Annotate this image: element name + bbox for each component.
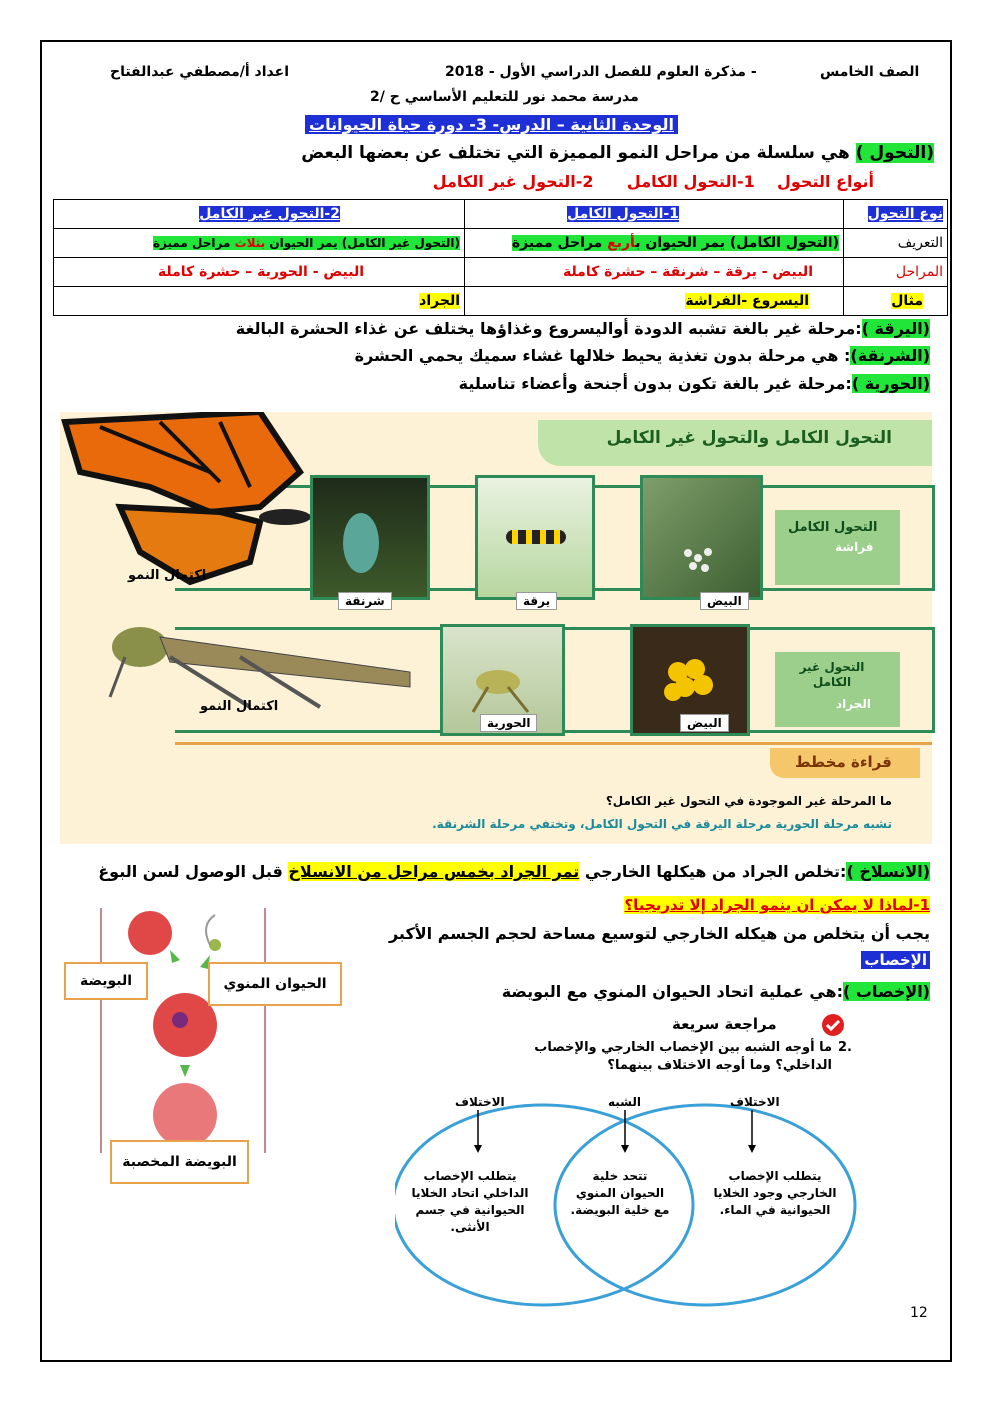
- fertilization-term: (الإخصاب ): [843, 982, 930, 1001]
- molting-answer: يجب أن يتخلص من هيكله الخارجي لتوسيع مساحة لحجم الجسم الأكبر: [388, 924, 930, 943]
- col1-header: 1-التحول الكامل: [567, 206, 679, 222]
- col2-header: 2-التحول غير الكامل: [199, 206, 340, 222]
- header-school: مدرسة محمد نور للتعليم الأساسي ح /2: [370, 89, 639, 105]
- molting-text-em: تمر الجراد بخمس مراحل من الانسلاخ: [288, 862, 580, 881]
- complete-sub: فراشة: [835, 540, 874, 554]
- reading-answer: تشبه مرحلة الحورية مرحلة اليرقة في التحول الكامل، وتختفي مرحلة الشرنقة.: [432, 817, 892, 831]
- chrysalis-icon: [313, 478, 427, 597]
- definition-text: هي سلسلة من مراحل النمو المميزة التي تختلف عن بعضها البعض: [301, 143, 850, 163]
- def-label: التعريف: [844, 229, 948, 258]
- fertilization-heading: الإخصاب: [861, 951, 930, 969]
- types-line: [433, 172, 874, 191]
- metamorphosis-figure: [60, 412, 932, 844]
- caterpillar-icon: [478, 478, 592, 597]
- term-nymph: [459, 374, 930, 393]
- def-incomplete-post: مراحل مميزة: [152, 236, 235, 250]
- lesson-title: الوحدة الثانية – الدرس- 3- دورة حياة الحيوانات: [305, 115, 678, 134]
- larva-label: يرقة: [516, 592, 557, 610]
- stages-label: المراحل: [844, 258, 948, 287]
- term-pupa-text: : هي مرحلة بدون تغذية يحيط خلالها غشاء سميك يحمي الحشرة: [354, 346, 851, 365]
- butterfly-image: [60, 412, 310, 592]
- nymph-label: الحورية: [480, 714, 537, 732]
- fertilization-text: :هي عملية اتحاد الحيوان المنوي مع البويضة: [501, 982, 844, 1001]
- review-question-1: ما أوجه الشبه بين الإخصاب الخارجي والإخصاب: [534, 1040, 832, 1055]
- table-cell: [844, 287, 948, 316]
- sperm-label: الحيوان المنوي: [208, 962, 342, 1006]
- definition-term: (التحول ): [855, 143, 934, 163]
- figure-title: التحول الكامل والتحول غير الكامل: [606, 428, 892, 448]
- table-row: [54, 287, 948, 316]
- def-incomplete-em: بثلاث: [234, 236, 266, 250]
- term-pupa: [355, 346, 930, 365]
- molting-text-post: قبل الوصول لسن البوغ: [98, 862, 289, 881]
- types-label: أنواع التحول: [777, 172, 874, 191]
- example-incomplete: الجراد: [419, 293, 460, 309]
- venn-left-text: يتطلب الإخصاب الداخلي اتحاد الخلايا الحيوانية في جسم الأنثى.: [411, 1169, 529, 1234]
- butterfly-growth-label: اكتمال النمو: [128, 568, 207, 583]
- def-complete-em: أربع: [607, 235, 636, 251]
- review-title: مراجعة سريعة: [672, 1015, 777, 1033]
- types-incomplete: 2-التحول غير الكامل: [432, 172, 594, 191]
- venn-similar: الشبه: [608, 1095, 642, 1109]
- comparison-table: [53, 199, 948, 316]
- def-complete-pre: (التحول الكامل) يمر الحيوان ب: [635, 235, 839, 251]
- table-cell: [54, 229, 465, 258]
- stages-complete: البيض - يرقة – شرنقة – حشرة كاملة: [465, 258, 844, 287]
- def-complete-post: مراحل مميزة: [511, 235, 608, 251]
- venn-middle-text: تتحد خلية الحيوان المنوي مع خلية البويضة.: [570, 1169, 670, 1217]
- header-grade: الصف الخامس: [820, 64, 920, 80]
- locust-growth-label: اكتمال النمو: [200, 699, 279, 714]
- header-title: - مذكرة العلوم للفصل الدراسي الأول - 2018: [445, 64, 757, 80]
- term-larva: [236, 319, 930, 338]
- table-row: [54, 258, 948, 287]
- table-cell: [465, 229, 844, 258]
- term-larva-text: :مرحلة غير بالغة تشبه الدودة أواليسروع وغذاؤها يختلف عن غذاء الحشرة البالغة: [235, 319, 862, 338]
- reading-title: قراءة مخطط: [795, 753, 892, 771]
- table-cell: [54, 287, 465, 316]
- check-icon: [821, 1013, 845, 1037]
- term-pupa-label: (الشرنقة): [850, 346, 930, 365]
- page-number: 12: [910, 1305, 928, 1321]
- review-number: 2.: [838, 1040, 852, 1055]
- pupa-label: شرنقة: [338, 592, 392, 610]
- pupa-photo: [310, 475, 430, 600]
- incomplete-label: التحول غير الكامل: [799, 660, 865, 689]
- eggs-label: البيض: [700, 592, 749, 610]
- table-row: [54, 229, 948, 258]
- fertilization-drawing: [110, 905, 260, 1150]
- eggs-photo: [640, 475, 763, 600]
- stages-incomplete: البيض - الحورية – حشرة كاملة: [54, 258, 465, 287]
- table-cell: [844, 200, 948, 229]
- review-question-2: الداخلي؟ وما أوجه الاختلاف بينهما؟: [607, 1058, 832, 1073]
- def-incomplete-pre: (التحول غير الكامل) يمر الحيوان: [265, 236, 460, 250]
- reading-question: ما المرحلة غير الموجودة في التحول غير الكامل؟: [605, 794, 892, 808]
- fertilization-line: [502, 982, 930, 1001]
- molting-text-pre: :تخلص الجراد من هيكلها الخارجي: [579, 862, 847, 881]
- venn-right-text: يتطلب الإخصاب الخارجي وجود الخلايا الحيوانية في الماء.: [713, 1169, 837, 1217]
- table-cell: [54, 200, 465, 229]
- term-nymph-text: :مرحلة غير بالغة تكون بدون أجنحة وأعضاء تناسلية: [458, 374, 852, 393]
- term-larva-label: (اليرقة ): [861, 319, 930, 338]
- example-label: مثال: [891, 293, 923, 309]
- venn-diff-left: الاختلاف: [455, 1095, 505, 1109]
- table-row: [54, 200, 948, 229]
- term-nymph-label: (الحورية ): [851, 374, 930, 393]
- molting-term: (الانسلاخ ): [846, 862, 930, 881]
- example-complete: اليسروع -الفراشة: [685, 293, 809, 309]
- table-cell: [465, 287, 844, 316]
- col0-header: نوع التحول: [867, 206, 943, 222]
- venn-diff-right: الاختلاف: [730, 1095, 780, 1109]
- header-author: اعداد أ/مصطفي عبدالفتاح: [110, 64, 289, 80]
- definition-line: [301, 143, 934, 163]
- larva-photo: [475, 475, 595, 600]
- incomplete-sub: الجراد: [836, 697, 872, 711]
- eggs-icon: [643, 478, 760, 597]
- types-complete: 1-التحول الكامل: [626, 172, 755, 191]
- eggs2-label: البيض: [680, 714, 729, 732]
- fertilized-egg-label: البويضة المخصبة: [110, 1140, 249, 1184]
- molting-question: 1-لماذا لا يمكن ان ينمو الجراد إلا تدريجيا؟: [624, 896, 930, 914]
- table-cell: [465, 200, 844, 229]
- molting-line: [98, 862, 930, 881]
- complete-label: التحول الكامل: [788, 520, 878, 535]
- egg-label: البويضة: [64, 962, 148, 1000]
